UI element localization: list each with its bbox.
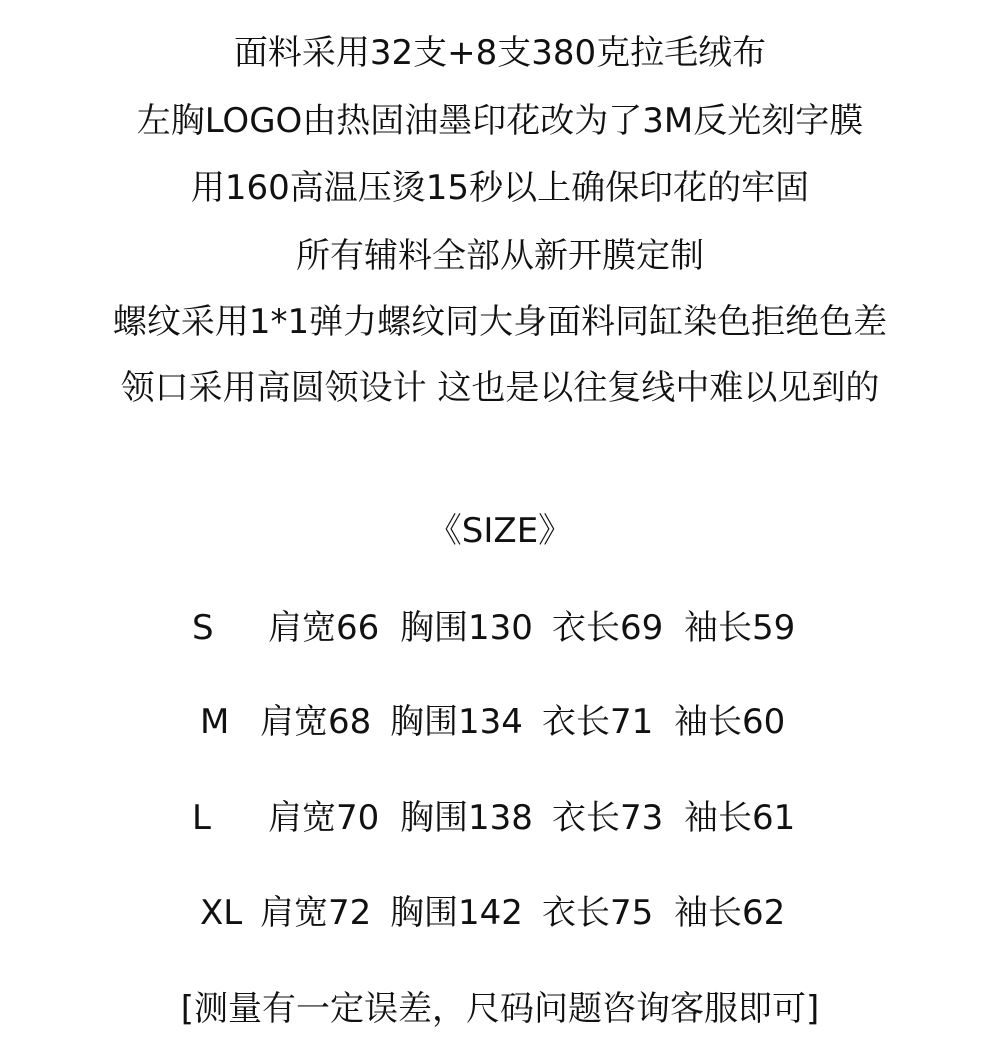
size-chart-title: 《SIZE》 <box>427 511 573 551</box>
body-length: 衣长69 <box>552 608 664 648</box>
description-line-collar: 领口采用高圆领设计 这也是以往复线中难以见到的 <box>120 368 880 408</box>
shoulder-width: 肩宽66 <box>268 608 380 648</box>
description-line-logo: 左胸LOGO由热固油墨印花改为了3M反光刻字膜 <box>136 101 864 141</box>
size-label: M <box>200 702 230 742</box>
description-line-accessories: 所有辅料全部从新开膜定制 <box>296 236 704 276</box>
chest-circumference: 胸围138 <box>400 798 533 838</box>
size-row-m <box>0 700 1000 744</box>
size-row-xl <box>0 891 1000 935</box>
chest-circumference: 胸围142 <box>390 893 523 933</box>
chest-circumference: 胸围130 <box>400 608 533 648</box>
shoulder-width: 肩宽72 <box>260 893 372 933</box>
size-row-l <box>0 796 1000 840</box>
size-label: XL <box>200 893 243 933</box>
sleeve-length: 袖长62 <box>674 893 786 933</box>
body-length: 衣长73 <box>552 798 664 838</box>
body-length: 衣长75 <box>542 893 654 933</box>
shoulder-width: 肩宽70 <box>268 798 380 838</box>
size-label: L <box>192 798 211 838</box>
chest-circumference: 胸围134 <box>390 702 523 742</box>
sleeve-length: 袖长60 <box>674 702 786 742</box>
measurement-note: [测量有一定误差，尺码问题咨询客服即可] <box>180 989 820 1029</box>
description-line-pressing: 用160高温压烫15秒以上确保印花的牢固 <box>190 168 810 208</box>
body-length: 衣长71 <box>542 702 654 742</box>
size-label: S <box>192 608 214 648</box>
shoulder-width: 肩宽68 <box>260 702 372 742</box>
description-line-ribbing: 螺纹采用1*1弹力螺纹同大身面料同缸染色拒绝色差 <box>112 302 888 342</box>
sleeve-length: 袖长59 <box>684 608 796 648</box>
size-row-s <box>0 606 1000 650</box>
description-line-fabric: 面料采用32支+8支380克拉毛绒布 <box>233 33 767 73</box>
sleeve-length: 袖长61 <box>684 798 796 838</box>
